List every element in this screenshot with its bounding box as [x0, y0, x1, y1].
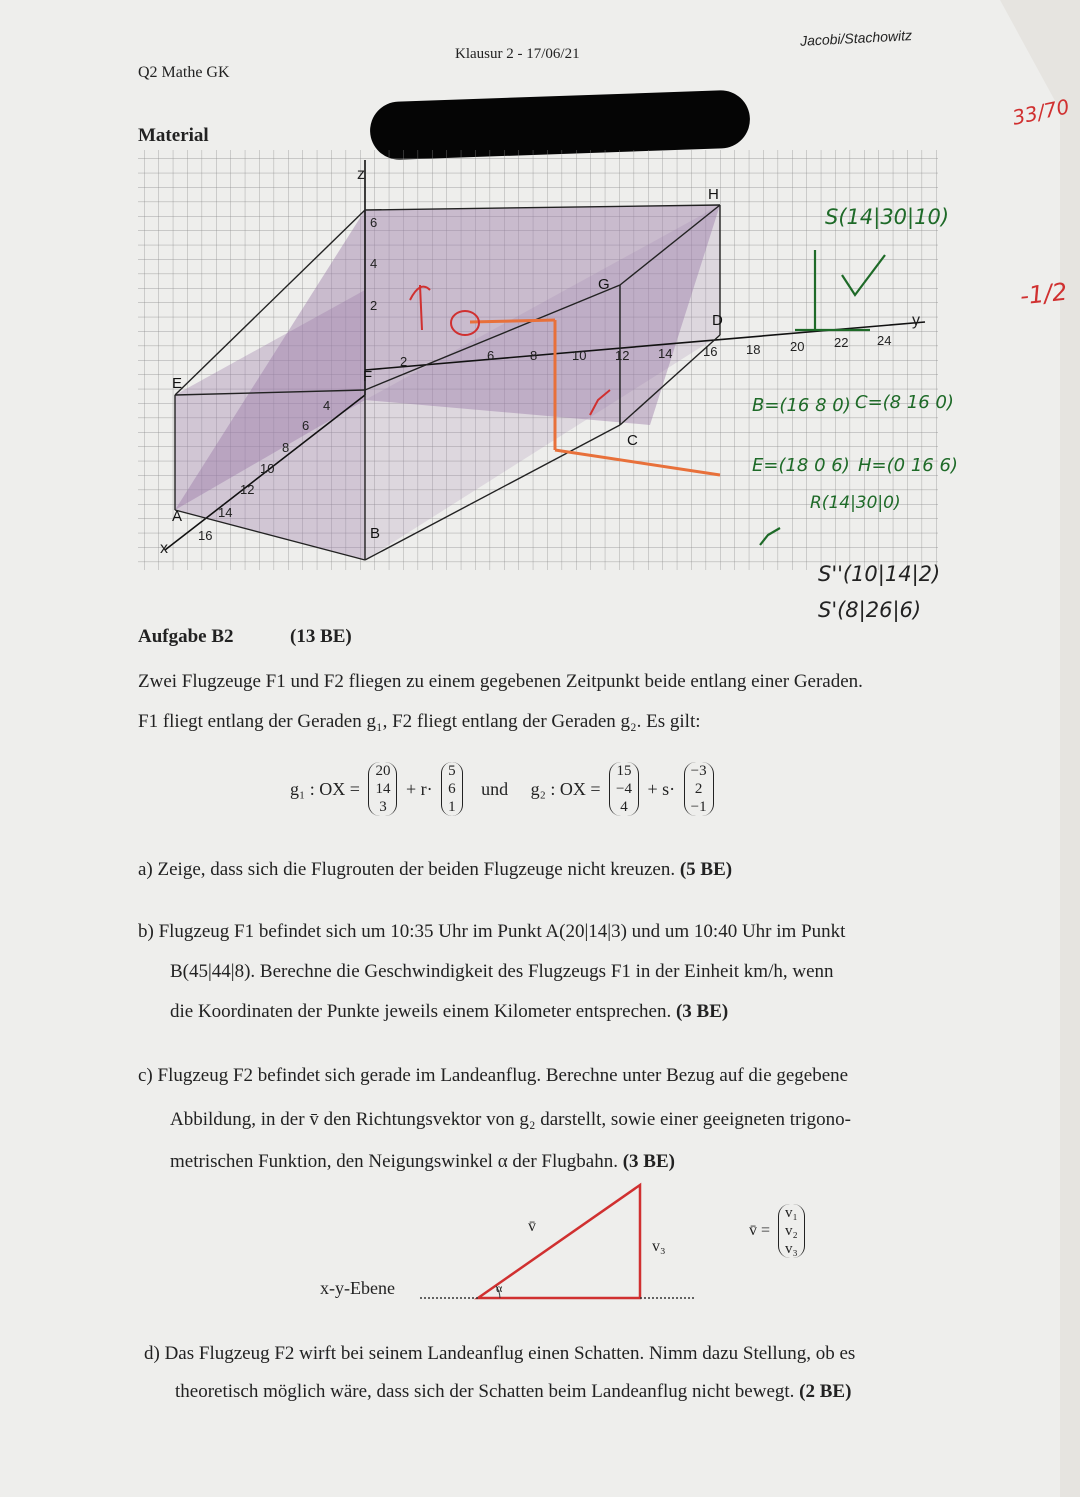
note-E: E=(18 0 6): [752, 455, 850, 476]
task-title: Aufgabe B2: [138, 626, 234, 647]
note-C: C=(8 16 0): [855, 392, 954, 413]
subtask-d-text: theoretisch möglich wäre, dass sich der Schatten beim Landeanflug nicht bewegt.: [175, 1381, 795, 1402]
point-E: E: [172, 375, 183, 392]
point-G: G: [598, 276, 610, 293]
x-tick: 12: [240, 482, 255, 497]
subtask-a-points: (5 BE): [679, 859, 733, 880]
task-intro-2: F1 fliegt entlang der Geraden g₁, F2 fliegt entlang der Geraden g₂. Es gilt:: [138, 711, 701, 732]
g1-direction-vector: 5 6 1: [441, 762, 463, 816]
vector-v-label: v̄: [528, 1218, 536, 1235]
g1-label: g₁ : OX =: [290, 778, 360, 799]
g1-param: + r·: [405, 778, 433, 799]
g2-support-vector: 15 −4 4: [609, 762, 639, 816]
alpha-label: α: [496, 1281, 503, 1295]
y-tick: 16: [703, 344, 718, 359]
subtask-b-text: die Koordinaten der Punkte jeweils einem Kilometer entsprechen.: [170, 1001, 672, 1022]
point-B: B: [370, 525, 381, 542]
note-B: B=(16 8 0): [752, 395, 851, 416]
v3-label: v₃: [652, 1238, 666, 1255]
vector-v-components: v₁ v₂ v₃: [778, 1204, 805, 1258]
subtask-b-line-2: B(45|44|8). Berechne die Geschwindigkeit des Flugzeugs F1 in der Einheit km/h, wenn: [170, 961, 834, 982]
section-label: Material: [138, 125, 209, 146]
slope-triangle: [478, 1185, 640, 1298]
and-label: und: [481, 778, 509, 799]
point-D: D: [712, 312, 723, 329]
note-S1: S'(8|26|6): [818, 598, 922, 622]
point-C: C: [627, 432, 638, 449]
axis-y-label: y: [912, 312, 920, 329]
g1-support-vector: 20 14 3: [368, 762, 397, 816]
z-tick: 6: [370, 215, 378, 230]
vector-v-definition: [745, 1204, 805, 1258]
subtask-d-line-2: [175, 1372, 1005, 1412]
y-tick: 6: [487, 348, 495, 363]
point-A: A: [172, 508, 183, 525]
task-intro-1: Zwei Flugzeuge F1 und F2 fliegen zu einem gegebenen Zeitpunkt beide entlang einer Geraden.: [138, 671, 863, 692]
note-S2: S''(10|14|2): [818, 562, 941, 586]
y-tick: 8: [530, 348, 538, 363]
x-tick: 10: [260, 461, 275, 476]
y-tick: 20: [790, 339, 805, 354]
teacher-names: Jacobi/Stachowitz: [799, 27, 913, 49]
g2-param: + s·: [647, 778, 676, 799]
subtask-b-line-1: b) Flugzeug F1 befindet sich um 10:35 Uhr im Punkt A(20|14|3) und um 10:40 Uhr im Punkt: [138, 921, 846, 942]
subtask-b-points: (3 BE): [675, 1001, 729, 1022]
subtask-d-points: (2 BE): [799, 1381, 852, 1402]
z-tick: 4: [370, 256, 378, 271]
axis-x-label: x: [160, 540, 168, 557]
y-tick: 2: [400, 354, 408, 369]
g2-direction-vector: −3 2 −1: [684, 762, 714, 816]
task-points: (13 BE): [290, 626, 352, 647]
x-tick: 6: [302, 418, 310, 433]
point-H: H: [708, 186, 719, 203]
z-tick: 2: [370, 298, 378, 313]
vector-v-eq: v̄ =: [749, 1222, 771, 1239]
subtask-d-line-1: d) Das Flugzeug F2 wirft bei seinem Landeanflug einen Schatten. Nimm dazu Stellung, ob es: [144, 1343, 856, 1364]
y-tick: 22: [834, 335, 849, 350]
axis-z-label: z: [357, 166, 365, 183]
xy-plane-label: x-y-Ebene: [320, 1278, 395, 1298]
y-tick: 12: [615, 348, 630, 363]
point-F: F: [363, 368, 373, 385]
course-label: Q2 Mathe GK: [138, 64, 230, 81]
exam-title: Klausur 2 - 17/06/21: [455, 46, 580, 62]
side-mark: -1/2: [1018, 277, 1069, 311]
note-R: R(14|30|0): [810, 493, 901, 513]
subtask-c-line-2: Abbildung, in der v̄ den Richtungsvektor von g₂ darstellt, sowie einer geeigneten trigono-: [170, 1109, 851, 1130]
y-tick: 24: [877, 333, 892, 348]
subtask-a-text: a) Zeige, dass sich die Flugrouten der beiden Flugzeuge nicht kreuzen.: [138, 859, 676, 880]
y-tick: 14: [658, 346, 673, 361]
score-handwritten: 33/70: [1010, 94, 1072, 130]
note-S: S(14|30|10): [825, 205, 950, 229]
subtask-c-text: metrischen Funktion, den Neigungswinkel α der Flugbahn.: [170, 1151, 618, 1172]
x-tick: 16: [198, 528, 213, 543]
y-tick: 10: [572, 348, 587, 363]
x-tick: 14: [218, 505, 233, 520]
x-tick: 4: [323, 398, 331, 413]
subtask-c-points: (3 BE): [622, 1151, 675, 1172]
y-tick: 18: [746, 342, 761, 357]
x-tick: 8: [282, 440, 290, 455]
subtask-c-line-1: c) Flugzeug F2 befindet sich gerade im Landeanflug. Berechne unter Bezug auf die gegebene: [138, 1065, 849, 1086]
note-H: H=(0 16 6): [858, 455, 958, 476]
g2-label: g₂ : OX =: [530, 778, 601, 799]
